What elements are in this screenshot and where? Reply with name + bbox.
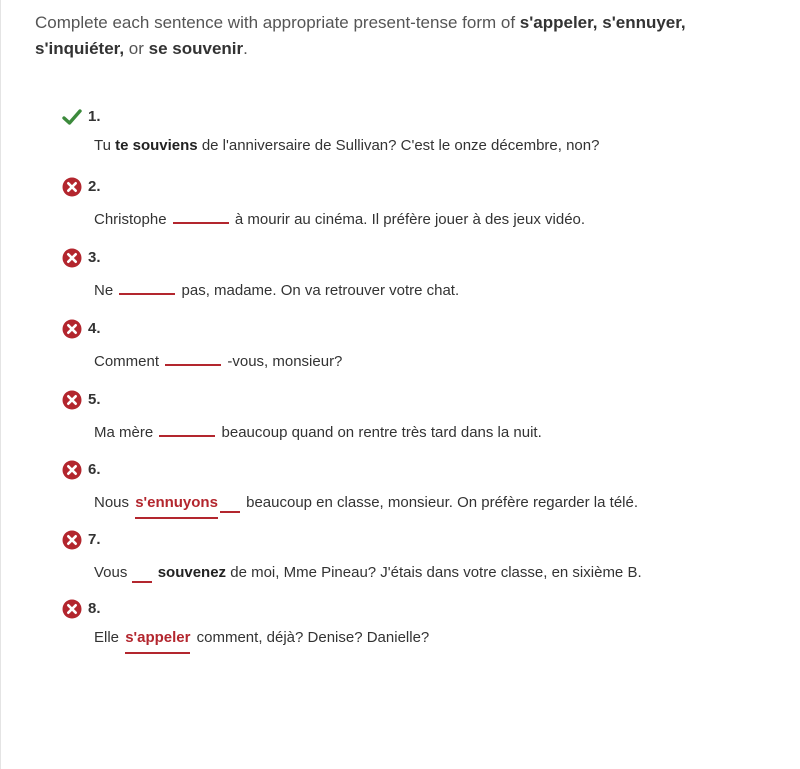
question-number: 1. xyxy=(88,108,101,125)
instructions xyxy=(35,10,755,62)
question-sentence: Comment -vous, monsieur? xyxy=(94,348,342,372)
suffix-blank[interactable] xyxy=(220,489,240,513)
question-5 xyxy=(62,389,762,441)
question-sentence: Ma mère beaucoup quand on rentre très tard dans la nuit. xyxy=(94,419,542,443)
question-number: 2. xyxy=(88,178,101,195)
instructions-prefix: Complete each sentence with appropriate present-tense form of xyxy=(35,13,520,32)
answer-blank[interactable] xyxy=(159,419,215,437)
answer-given: souvenez xyxy=(157,564,227,581)
question-number: 3. xyxy=(88,249,101,266)
error-x-icon xyxy=(62,599,82,619)
question-1 xyxy=(62,106,762,154)
error-x-icon xyxy=(62,460,82,480)
question-6 xyxy=(62,459,762,511)
error-x-icon xyxy=(62,177,82,197)
question-4 xyxy=(62,318,762,370)
instructions-verbs-2: se souvenir xyxy=(148,39,244,58)
answer-blank[interactable] xyxy=(165,348,221,366)
question-number: 8. xyxy=(88,600,101,617)
error-x-icon xyxy=(62,248,82,268)
prefix-blank[interactable] xyxy=(132,559,152,583)
answer-blank[interactable] xyxy=(173,206,229,224)
question-number: 6. xyxy=(88,461,101,478)
question-sentence: Vous souvenez de moi, Mme Pineau? J'étais dans votre classe, en sixième B. xyxy=(94,559,642,583)
instructions-connector: or xyxy=(124,39,149,58)
question-7 xyxy=(62,529,762,581)
question-2 xyxy=(62,176,762,228)
question-sentence: Ne pas, madame. On va retrouver votre chat. xyxy=(94,277,459,301)
question-sentence: Tu te souviens de l'anniversaire de Sullivan? C'est le onze décembre, non? xyxy=(94,137,600,154)
checkmark-icon xyxy=(62,107,82,127)
answer-wrong[interactable]: s'ennuyons xyxy=(135,493,218,519)
question-sentence: Elle s'appeler comment, déjà? Denise? Danielle? xyxy=(94,628,429,654)
question-8 xyxy=(62,598,762,646)
answer-wrong[interactable]: s'appeler xyxy=(125,628,190,654)
panel-border xyxy=(0,0,1,769)
error-x-icon xyxy=(62,319,82,339)
question-3 xyxy=(62,247,762,299)
question-number: 7. xyxy=(88,531,101,548)
answer-blank[interactable] xyxy=(119,277,175,295)
instructions-verbs-1: s'appeler, s'ennuyer, s'inquiéter, xyxy=(35,13,686,58)
question-number: 5. xyxy=(88,391,101,408)
answer-correct: te souviens xyxy=(115,137,198,154)
question-sentence: Christophe à mourir au cinéma. Il préfère jouer à des jeux vidéo. xyxy=(94,206,585,230)
question-number: 4. xyxy=(88,320,101,337)
question-sentence: Nous s'ennuyons beaucoup en classe, monsieur. On préfère regarder la télé. xyxy=(94,489,638,519)
error-x-icon xyxy=(62,390,82,410)
error-x-icon xyxy=(62,530,82,550)
instructions-suffix: . xyxy=(243,39,248,58)
